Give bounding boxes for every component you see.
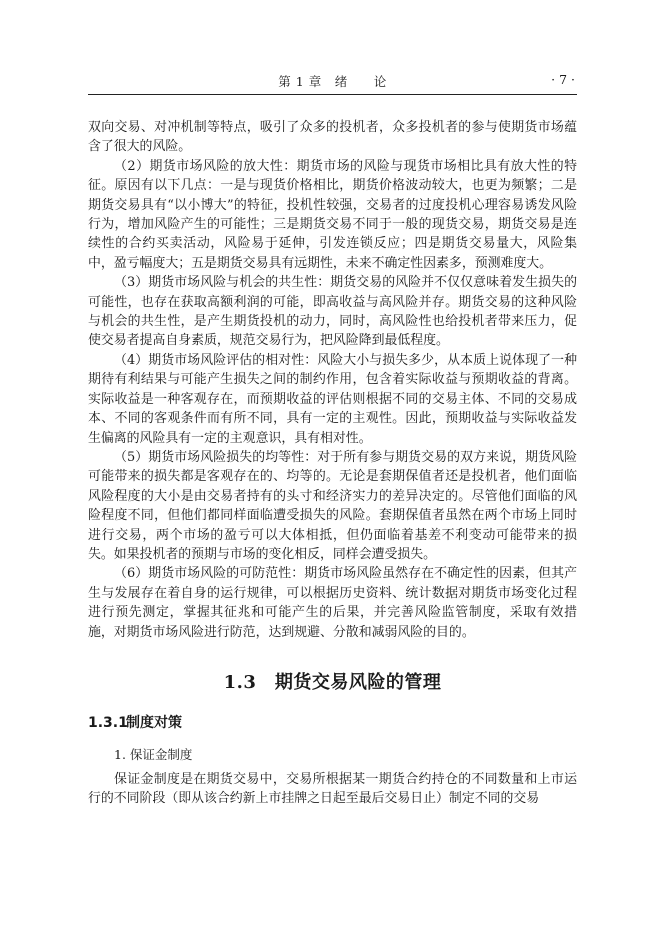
header-rule [88,94,577,95]
paragraph-relativity: （4）期货市场风险评估的相对性：风险大小与损失多少，从本质上说体现了一种期待有利结果与可能产生损失之间的制约作用，包含着实际收益与预期收益的背离。实际收益是一种客观存在，而预期收益的评估则根据不同的交易主体、不同的交易成本、不同的客观条件而有所不同，具有一定的主观性。因此，预期收益与实际收益发生偏离的风险具有一定的主观意识，具有相对性。 [88,352,577,446]
paragraph-margin-system: 保证金制度是在期货交易中，交易所根据某一期货合约持仓的不同数量和上市运行的不同阶段（即从该合约新上市挂牌之日起至最后交易日止）制定不同的交易 [88,771,577,807]
paragraph-amplification: （2）期货市场风险的放大性：期货市场的风险与现货市场相比具有放大性的特征。原因有以下几点：一是与现货价格相比，期货价格波动较大，也更为频繁；二是期货交易具有“以小博大”的特征，投机性较强，交易者的过度投机心理容易诱发风险行为，增加风险产生的可能性；三是期货交易不同于一般的现货交易，期货交易是连续性的合约买卖活动，风险易于延伸，引发连锁反应；四是期货交易量大，风险集中，盈亏幅度大；五是期货交易具有远期性，未来不确定性因素多，预测难度大。 [88,158,577,271]
running-header [88,70,577,92]
header-chapter-title: 第 1 章 绪 论 [278,74,387,89]
page-body [88,118,577,809]
item-heading: 1. 保证金制度 [114,746,193,762]
paragraph-preventability: （6）期货市场风险的可防范性：期货市场风险虽然存在不确定性的因素，但其产生与发展存在着自身的运行规律，可以根据历史资料、统计数据对期货市场变化过程进行预先测定，掌握其征兆和可能产生的后果，并完善风险监管制度，采取有效措施，对期货市场风险进行防范，达到规避、分散和减弱风险的目的。 [88,566,577,640]
subsection-number: 1.3.1 [88,714,128,731]
paragraph-coexistence: （3）期货市场风险与机会的共生性：期货交易的风险并不仅仅意味着发生损失的可能性，也存在获取高额利润的可能，即高收益与高风险并存。期货交易的这种风险与机会的共生性，是产生期货投机的动力，同时，高风险性也给投机者带来压力，促使交易者提高自身素质，规范交易行为，把风险降到最低程度。 [88,275,577,349]
subsection-title: 制度对策 [126,714,182,731]
section-heading: 1.3 期货交易风险的管理 [223,671,442,693]
subsection-heading [88,713,577,733]
paragraph-continued: 双向交易、对冲机制等特点，吸引了众多的投机者，众多投机者的参与使期货市场蕴含了很大的风险。 [88,120,577,155]
page-number: · 7 · [551,72,575,87]
paragraph-equality: （5）期货市场风险损失的均等性：对于所有参与期货交易的双方来说，期货风险可能带来的损失都是客观存在的、均等的。无论是套期保值者还是投机者，他们面临风险程度的大小是由交易者持有的头寸和经济实力的差异决定的。尽管他们面临的风险程度不同，但他们都同样面临遭受损失的风险。套期保值者虽然在两个市场上同时进行交易，两个市场的盈亏可以大体相抵，但仍面临着基差不利变动可能带来的损失。如果投机者的预期与市场的变化相反，同样会遭受损失。 [88,449,577,562]
